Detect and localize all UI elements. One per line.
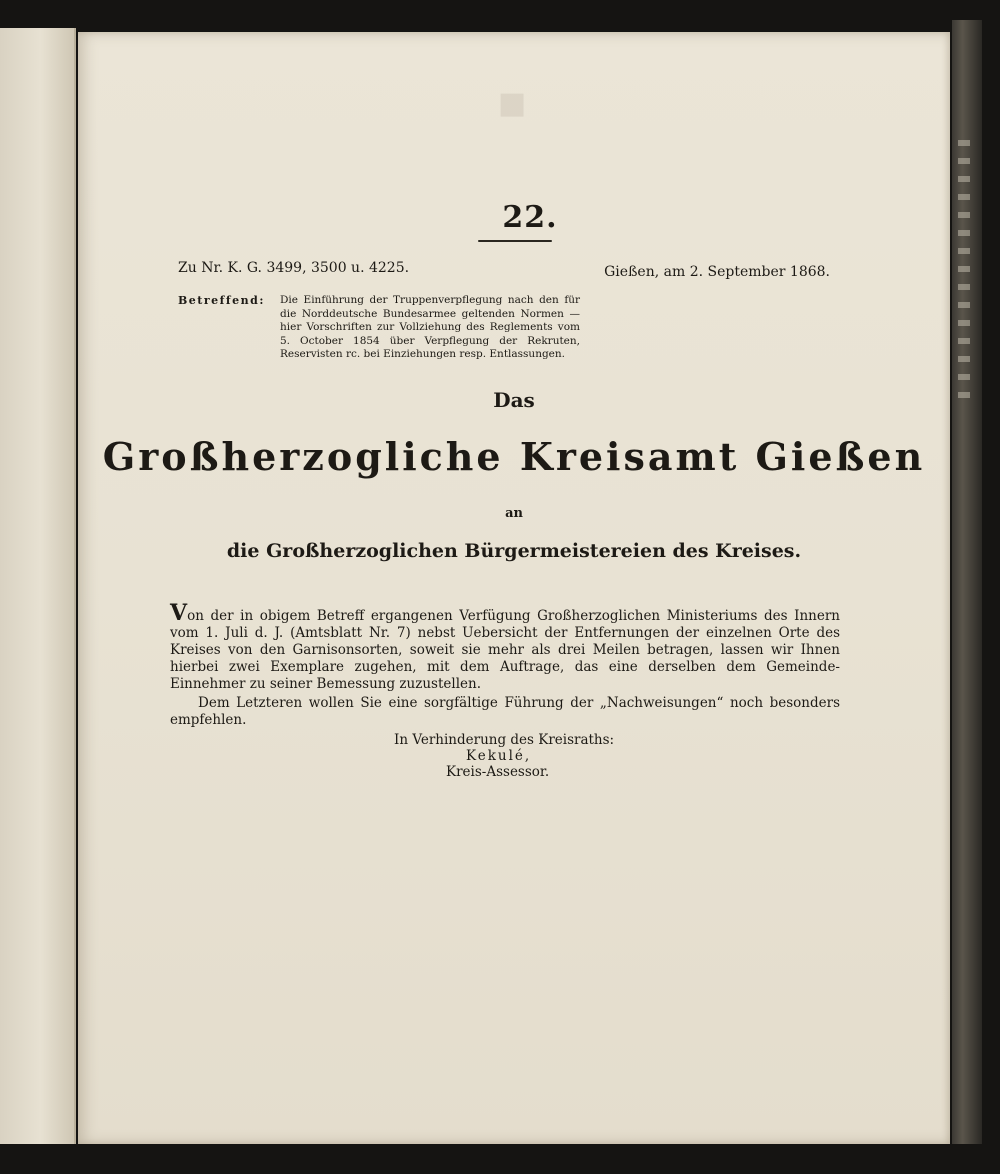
reference-line: Zu Nr. K. G. 3499, 3500 u. 4225.: [178, 260, 410, 276]
heading-an: an: [505, 506, 523, 521]
body-paragraph: [170, 600, 840, 693]
place-date: Gießen, am 2. September 1868.: [604, 264, 830, 280]
show-through-shadow: ■: [498, 86, 527, 121]
subject-label: Betreffend:: [178, 294, 265, 307]
body-paragraph-1-text: on der in obigem Betreff ergangenen Verfügung Großherzoglichen Ministeriums des Innern vom 1. Juli d. J. (Amtsblatt Nr. 7) nebst Uebersicht der Entfernungen der einzelnen Orte des Kreises von den Garnisonsorten, soweit sie mehr als drei Meilen betragen, lassen wir Ihnen hierbei zwei Exemplare zugehen, mit dem Auftrage, das eine derselben dem Gemeinde-Einnehmer zu seiner Bemessung zuzustellen.: [170, 608, 840, 692]
book-spine: [952, 20, 982, 1144]
body-text: [170, 600, 840, 729]
document-page: [78, 32, 950, 1144]
signature-name: Kekulé,: [466, 748, 532, 764]
left-page-edge: [0, 28, 76, 1144]
body-paragraph-2: Dem Letzteren wollen Sie eine sorgfältige Führung der „Nachweisungen“ noch besonders empfehlen.: [170, 695, 840, 728]
heading-das: Das: [493, 388, 535, 412]
document-number: 22.: [502, 200, 558, 235]
authority-heading: Großherzogliche Kreisamt Gießen: [102, 434, 926, 479]
recipient-heading: die Großherzoglichen Bürgermeistereien des Kreises.: [226, 540, 802, 562]
subject-text: Die Einführung der Truppenverpflegung nach den für die Norddeutsche Bundesarmee geltenden Normen — hier Vorschriften zur Vollziehung des Reglements vom 5. October 1854 über Verpflegung der Rekruten, Reservisten rc. bei Einziehungen resp. Entlassungen.: [280, 294, 580, 360]
drop-cap: V: [170, 600, 188, 626]
signature-intro: In Verhinderung des Kreisraths:: [394, 732, 615, 748]
signature-title: Kreis-Assessor.: [446, 764, 550, 780]
number-underline: [478, 240, 552, 242]
